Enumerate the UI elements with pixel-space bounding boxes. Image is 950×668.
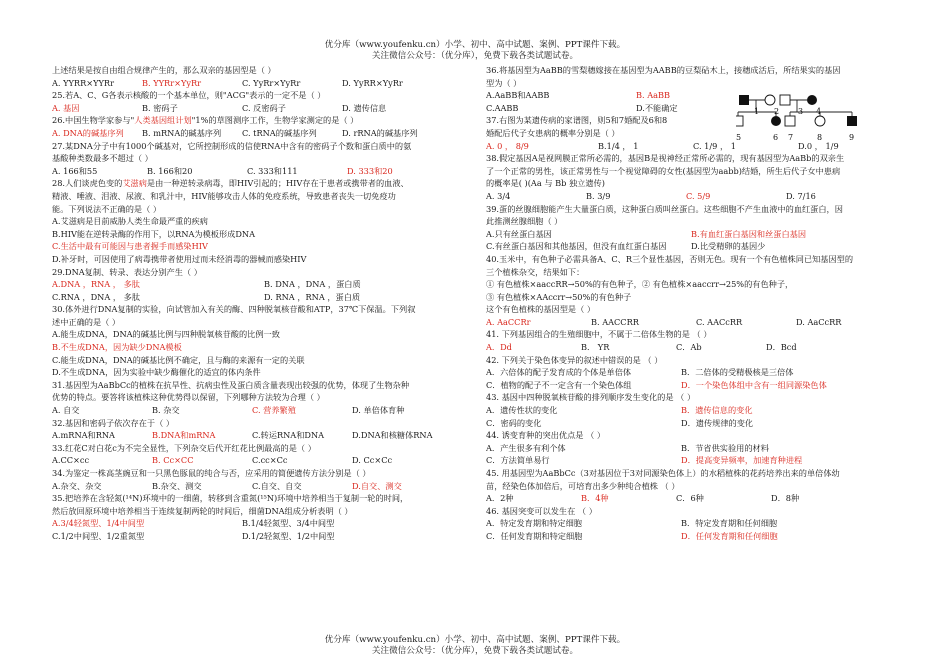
answer-options-row	[486, 404, 902, 417]
answer-options-row	[486, 228, 902, 241]
pedigree-label-7: 7	[788, 133, 794, 142]
question-text-line: 此推测丝腺细胞（ ）	[486, 216, 563, 227]
question-text-line: 42. 下列关于染色体变异的叙述中错误的是 （ ）	[486, 354, 663, 365]
answer-option: C.RNA ，DNA ， 多肽	[52, 291, 141, 302]
answer-option: C.自交、自交	[252, 480, 302, 491]
answer-options-row	[52, 404, 452, 417]
answer-options-row	[486, 454, 902, 467]
answer-option: D. 333和20	[347, 165, 393, 176]
header-line2: 关注微信公众号：（优分库），免费下载各类试题试卷。	[371, 51, 579, 61]
pedigree-label-6: 6	[773, 133, 779, 142]
question-text-line: 34.为鉴定一株高茎豌豆和一只黑色豚鼠的纯合与否，应采用的简便遗传方法分别是（ ）	[52, 468, 371, 478]
answer-option: D.0 ， 1/9	[798, 140, 839, 151]
answer-option: D. Cc×Cc	[352, 455, 393, 466]
question-text-line: 苗，经染色体加倍后，可培育出多少种纯合植株 （ ）	[486, 480, 680, 491]
answer-option: A. 166和55	[52, 165, 98, 176]
answer-options-row	[486, 240, 902, 253]
question-text-line: 了一个正常的男性，该正常男性与一个视觉障碍的女性(基因型为aabb)结婚，所生后代子女中患病	[486, 165, 841, 176]
pedigree-male-affected-1	[739, 95, 749, 105]
question-text-line: 28.人们谈虎色变的艾滋病是由一种逆转录病毒，即HIV引起的；HIV存在于患者或携带者的血液、	[52, 178, 409, 189]
answer-options-row	[52, 517, 452, 530]
question-text-line: 精液、唾液、泪液、尿液、和乳汁中，HIV能够攻击人体的免疫系统，导致患者丧失一切免疫功	[52, 190, 396, 201]
question-text-line: 31.基因型为AaBbCc的植株在抗旱性、抗病虫性及蛋白质含量表现出较强的优势，体现了生物杂种	[52, 379, 410, 390]
question-text-line: 33.红花C对白花c为不完全显性，下列杂交后代开红花比例最高的是（ ）	[52, 442, 316, 453]
question-text-line: 39.蛋的丝腺细胞能产生大量蛋白质，这种蛋白质叫丝蛋白。这些细胞不产生血液中的血红蛋白，因	[486, 203, 843, 214]
answer-option: B. 3/9	[586, 190, 611, 201]
question-text-line: 41. 下列基因组合的生殖细胞中，不属于二倍体生物的是 （ ）	[486, 329, 712, 340]
question-text-line: D.补牙时，可因使用了病毒携带者使用过而未经消毒的器械而感染HIV	[52, 253, 307, 264]
answer-option: B．特定发育期和任何细胞	[681, 518, 778, 529]
answer-options-row	[486, 417, 902, 430]
question-text-line: 32.基因和密码子依次存在于（ ）	[52, 417, 175, 428]
answer-option: B. DNA ，DNA ，蛋白质	[264, 279, 361, 290]
answer-option: A．产生很多有利个体	[486, 442, 566, 453]
answer-option: D. 7/16	[786, 190, 816, 201]
answer-option: D．Bcd	[766, 342, 797, 353]
answer-options-row	[52, 102, 452, 115]
answer-option: C.有丝蛋白基因和其他基因，但没有血红蛋白基因	[486, 241, 667, 252]
answer-option: C．Ab	[676, 342, 702, 353]
answer-option: D.不能确定	[636, 102, 678, 113]
answer-option: C. AACcRR	[696, 316, 743, 327]
answer-option: B．遗传信息的变化	[681, 405, 753, 416]
answer-options-row	[52, 429, 452, 442]
answer-options-row	[52, 77, 452, 90]
answer-option: A. 3/4	[486, 190, 511, 201]
question-text-line: C.生活中最有可能因与患者握手而感染HIV	[52, 241, 208, 252]
answer-options-row	[486, 442, 902, 455]
answer-option: C．方法简单易行	[486, 455, 550, 466]
pedigree-label-8: 8	[817, 133, 823, 142]
question-text-line: 的概率是( )(Aa 与 Bb 独立遗传)	[486, 178, 605, 189]
question-text-line: ③ 有色植株×AAccrr→50%的有色种子	[486, 291, 632, 302]
question-text-line: 基酸种类数最多不超过（ ）	[52, 153, 153, 164]
answer-option: C．任何发育期和特定细胞	[486, 530, 583, 541]
answer-option: D.自交、测交	[352, 480, 402, 491]
question-text-line: 45. 用基因型为AaBbCc（3对基因位于3对同源染色体上）的水稻植株的花药培养出来的单倍体幼	[486, 468, 840, 478]
answer-option: B.有血红蛋白基因和丝蛋白基因	[691, 228, 807, 239]
pedigree-female-2	[765, 95, 775, 105]
pedigree-male-7	[785, 116, 795, 126]
answer-options-row	[486, 190, 902, 203]
answer-option: A. 0 ， 8/9	[486, 140, 529, 151]
answer-option: C. 333和111	[247, 165, 298, 176]
question-text-line: 能。下列说法不正确的是（ ）	[52, 203, 162, 214]
answer-option: A．Dd	[486, 342, 512, 353]
question-text-line: ① 有色植株×aaccRR→50%的有色种子，② 有色植株×aaccrr→25%的有色种子，	[486, 279, 794, 290]
answer-option: A.mRNA和RNA	[52, 430, 115, 441]
header-line1: 优分库（www.youfenku.cn）小学、初中、高中试题、案例、PPT课件下载。	[324, 40, 626, 50]
answer-options-row	[52, 165, 452, 178]
answer-option: A.AaBB和AABB	[486, 90, 550, 101]
answer-option: A. 基因	[52, 102, 80, 113]
left-column	[52, 64, 452, 543]
pedigree-chart	[736, 94, 861, 146]
answer-options-row	[52, 278, 452, 291]
question-text-line: 这个有色植株的基因型是（ ）	[486, 304, 596, 315]
answer-option: D. 单倍体育种	[352, 405, 405, 416]
answer-option: D. 遗传信息	[342, 102, 387, 113]
answer-option: D. AaCcRR	[796, 316, 842, 327]
answer-options-row	[52, 291, 452, 304]
answer-option: D．一个染色体组中含有一组同源染色体	[681, 379, 827, 390]
answer-option: A.杂交、杂交	[52, 480, 102, 491]
question-text-line: 38.假定基因A是视网膜正常所必需的，基因B是视神经正常所必需的，现有基因型为AaBb的双亲生	[486, 153, 845, 164]
answer-option: D.DNA和核糖体RNA	[352, 430, 433, 441]
question-text-line: A.艾滋病是目前威胁人类生命最严重的疾病	[52, 216, 208, 227]
answer-option: D．遗传规律的变化	[681, 417, 754, 428]
answer-option: A.只有丝蛋白基因	[486, 228, 552, 239]
answer-option: C.转运RNA和DNA	[252, 430, 325, 441]
question-text-line: B.HIV能在逆转录酶的作用下，以RNA为模板形成DNA	[52, 228, 255, 239]
answer-option: C. tRNA的碱基序列	[242, 127, 317, 138]
answer-options-row	[486, 366, 902, 379]
pedigree-female-affected-6	[771, 116, 781, 126]
answer-option: A. 自交	[52, 405, 80, 416]
answer-options-row	[52, 530, 452, 543]
page-header	[0, 40, 950, 62]
answer-option: B.DNA和mRNA	[152, 430, 216, 441]
pedigree-male-affected-9	[847, 116, 857, 126]
answer-options-row	[52, 127, 452, 140]
pedigree-label-5: 5	[736, 133, 742, 142]
question-text-line: 25.若A、C、G各表示核酸的一个基本单位，则"ACG"表示的一定不是（ ）	[52, 90, 326, 101]
answer-option: C.cc×Cc	[252, 455, 288, 466]
answer-option: A．特定发育期和特定细胞	[486, 518, 582, 529]
answer-option: B. Cc×CC	[152, 455, 194, 466]
answer-option: A. DNA的碱基序列	[52, 127, 124, 138]
answer-option: C．6种	[676, 493, 704, 504]
question-text-line: 型为（ ）	[486, 77, 522, 88]
answer-option: D．提高变异频率，加速育种进程	[681, 455, 803, 466]
answer-option: A.3/4轻氮型、1/4中间型	[52, 518, 145, 529]
answer-option: C. 1/9 ， 1	[693, 140, 736, 151]
answer-option: C. 反密码子	[242, 102, 286, 113]
answer-option: B. mRNA的碱基序列	[142, 127, 222, 138]
question-text-line: 婚配后代子女患病的概率分别是（ ）	[486, 127, 620, 138]
pedigree-label-2: 2	[774, 107, 780, 116]
answer-option: B．4种	[581, 493, 609, 504]
answer-option: A. YYRR×YYRr	[52, 77, 115, 88]
answer-option: A．六倍体的配子发育成的个体是单倍体	[486, 367, 632, 378]
answer-option: D．8种	[771, 493, 800, 504]
question-text-line: 37.右图为某遗传病的家谱图，则5和7婚配及6和8	[486, 115, 668, 126]
answer-option: B. AaBB	[636, 90, 671, 101]
answer-option: B. 密码子	[142, 102, 178, 113]
answer-option: B.1/4 ， 1	[598, 140, 639, 151]
answer-option: C.1/2中间型、1/2重氮型	[52, 530, 145, 541]
question-text-line: 43. 基因中四种脱氧核苷酸的排列顺序发生变化的是 （ ）	[486, 392, 696, 403]
question-text-line: A.能生成DNA，DNA的碱基比例与四种脱氧核苷酸的比例一致	[52, 329, 280, 340]
answer-option: C.AABB	[486, 102, 519, 113]
question-text-line: 26.中国生物学家参与"人类基因组计划"1%的草图测序工作，生物学家测定的是（ ）	[52, 115, 359, 126]
highlighted-term: 艾滋病	[122, 178, 147, 189]
answer-option: B. AACCRR	[591, 316, 639, 327]
footer-line2: 关注微信公众号：（优分库），免费下载各类试题试卷。	[371, 646, 579, 656]
answer-option: B．二倍体的受精极核是三倍体	[681, 367, 794, 378]
question-text-line: 上述结果是按自由组合规律产生的，那么双亲的基因型是（ ）	[52, 65, 276, 75]
question-text-line: B.不生成DNA，因为缺少DNA模板	[52, 342, 182, 353]
answer-option: C．植物的配子不一定含有一个染色体组	[486, 379, 632, 390]
answer-option: C. 5/9	[686, 190, 711, 201]
answer-option: B．节省供实验用的材料	[681, 442, 769, 453]
answer-options-row	[486, 530, 902, 543]
answer-option: A. AaCCRr	[486, 316, 531, 327]
question-text-line: 30.体外进行DNA复制的实验，向试管加入有关的酶、四种脱氧核苷酸和ATP，37℃下保温。下列叙	[52, 304, 416, 315]
answer-option: A.CC×cc	[52, 455, 90, 466]
answer-option: B. 杂交	[152, 405, 180, 416]
pedigree-label-1: 1	[754, 107, 760, 116]
footer-line1: 优分库（www.youfenku.cn）小学、初中、高中试题、案例、PPT课件下载。	[324, 635, 626, 645]
answer-option: A.DNA ，RNA ， 多肽	[52, 279, 140, 290]
answer-option: B． YR	[581, 342, 610, 353]
answer-option: B. YYRr×YyRr	[142, 77, 202, 88]
page-footer	[0, 635, 950, 657]
answer-option: D. YyRR×YyRr	[342, 77, 403, 88]
answer-options-row	[486, 341, 902, 354]
pedigree-female-8	[815, 116, 825, 126]
question-text-line: 优势的特点。要答将该植株这种优势得以保留，下列哪种方法较为合理（ ）	[52, 392, 325, 403]
answer-options-row	[52, 454, 452, 467]
pedigree-label-4: 4	[816, 107, 822, 116]
question-text-line: 36.将基因型为AaBB的雪梨穗嫁接在基因型为AABB的豆梨砧木上，接穗成活后，所结果实的基因	[486, 65, 841, 75]
pedigree-male-5	[736, 116, 743, 126]
answer-option: B. 166和20	[147, 165, 193, 176]
question-text-line: 27.某DNA分子中有1000个碱基对，它所控制形成的信使RNA中含有的密码子个数和蛋白质中的氨	[52, 140, 412, 151]
question-text-line: 46. 基因突变可以发生在 （ ）	[486, 505, 597, 516]
highlighted-term: 人类基因组计划	[134, 115, 192, 126]
answer-option: C．密码的变化	[486, 417, 542, 428]
answer-option: C. YyRr×YyRr	[242, 77, 301, 88]
question-text-line: D.不生成DNA，因为实验中缺少酶催化的适宜的体内条件	[52, 367, 261, 378]
pedigree-label-3: 3	[798, 107, 804, 116]
answer-option: A．遗传性状的变化	[486, 405, 558, 416]
answer-option: D.比受精卵的基因少	[691, 241, 766, 252]
answer-options-row	[486, 517, 902, 530]
question-text-line: 述中正确的是（ ）	[52, 316, 121, 327]
question-text-line: C.能生成DNA，DNA的碱基比例不确定，且与酶的来源有一定的关联	[52, 354, 305, 365]
answer-options-row	[486, 379, 902, 392]
answer-option: D．任何发育期和任何细胞	[681, 530, 778, 541]
question-text-line: 29.DNA复制、转录、表达分别产生（ ）	[52, 266, 202, 277]
question-text-line: 然后放回原环境中培养相当于连续复制两轮的时间后，细菌DNA组成分析表明（ ）	[52, 505, 353, 516]
answer-options-row	[52, 480, 452, 493]
answer-option: D. RNA ，RNA ，蛋白质	[264, 291, 361, 302]
answer-option: B.1/4轻氮型、3/4中间型	[242, 518, 335, 529]
answer-options-row	[486, 492, 902, 505]
pedigree-female-affected-4	[807, 95, 817, 105]
question-text-line: 44. 诱变育种的突出优点是 （ ）	[486, 430, 606, 441]
answer-options-row	[486, 316, 902, 329]
answer-option: D.1/2轻氮型、1/2中间型	[242, 530, 335, 541]
answer-option: C. 营养繁殖	[252, 405, 296, 416]
answer-option: B.杂交、测交	[152, 480, 202, 491]
answer-option: A．2种	[486, 493, 514, 504]
question-text-line: 35.把培养在含轻氮(¹⁴N)环境中的一细菌，转移到含重氮(¹⁵N)环境中培养相当于复制一轮的时间，	[52, 493, 409, 504]
question-text-line: 三个植株杂交，结果如下：	[486, 266, 585, 277]
pedigree-male-3	[780, 95, 790, 105]
pedigree-label-9: 9	[849, 133, 855, 142]
question-text-line: 40.玉米中，有色种子必需具备A、C、R三个显性基因，否则无色。现有一个有色植株同已知基因型的	[486, 253, 854, 264]
answer-option: D. rRNA的碱基序列	[342, 127, 418, 138]
